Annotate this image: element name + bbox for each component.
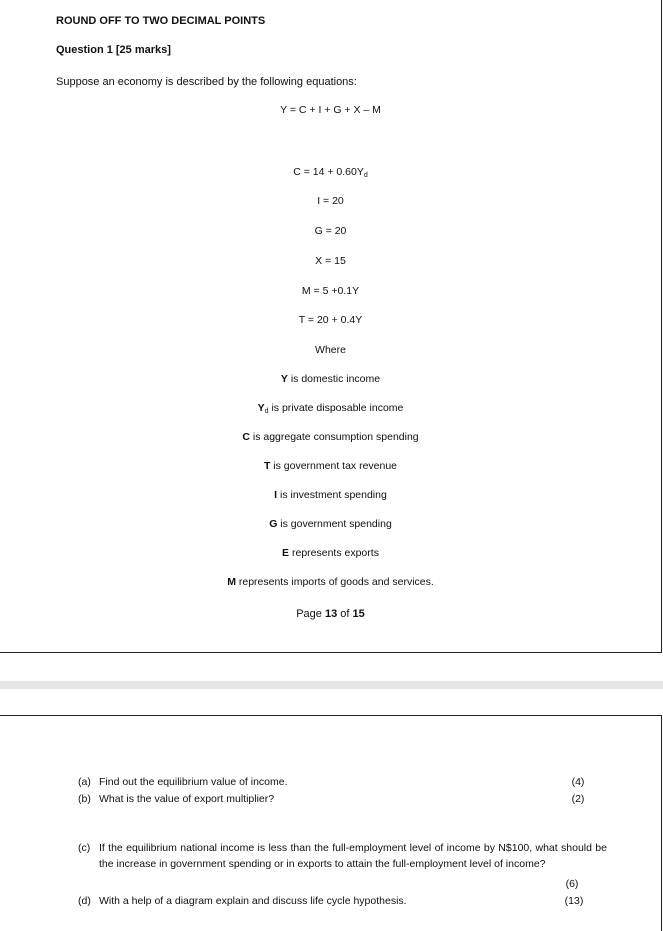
definition-t bbox=[0, 460, 661, 472]
definition-text: is aggregate consumption spending bbox=[249, 431, 419, 443]
question-label: (c) bbox=[78, 842, 91, 854]
question-label: (a) bbox=[78, 776, 91, 788]
definition-text: is government spending bbox=[277, 518, 392, 530]
definition-symbol: M bbox=[227, 576, 236, 588]
equation-i: I = 20 bbox=[317, 195, 344, 207]
question-marks: (6) bbox=[565, 878, 579, 890]
definition-symbol: T bbox=[263, 460, 271, 472]
equation-x: X = 15 bbox=[315, 255, 346, 267]
definition-y bbox=[0, 373, 661, 385]
question-text: With a help of a diagram explain and discuss life cycle hypothesis. bbox=[99, 895, 407, 907]
definition-text: is domestic income bbox=[287, 373, 381, 385]
footer-total-pages: 15 bbox=[352, 608, 365, 620]
intro-text: Suppose an economy is described by the following equations: bbox=[56, 76, 357, 88]
question-title: Question 1 [25 marks] bbox=[56, 44, 171, 56]
definition-symbol: Y bbox=[280, 373, 288, 385]
question-label: (b) bbox=[78, 793, 91, 805]
where-label: Where bbox=[315, 344, 346, 356]
footer-current-page: 13 bbox=[324, 608, 338, 620]
equation-c-subscript: d bbox=[363, 172, 368, 179]
definition-yd bbox=[0, 402, 661, 415]
footer-prefix: Page bbox=[296, 608, 325, 620]
question-label: (d) bbox=[78, 895, 91, 907]
footer-middle: of bbox=[337, 608, 353, 620]
main-equation: Y = C + I + G + X – M bbox=[280, 104, 381, 116]
question-marks: (2) bbox=[571, 793, 585, 805]
definition-i bbox=[0, 489, 661, 501]
definition-text: represents imports of goods and services. bbox=[235, 576, 434, 588]
definition-text: is government tax revenue bbox=[270, 460, 398, 472]
instruction-heading: ROUND OFF TO TWO DECIMAL POINTS bbox=[56, 15, 266, 27]
question-marks: (4) bbox=[571, 776, 585, 788]
definition-symbol: G bbox=[269, 518, 278, 530]
definition-c bbox=[0, 431, 661, 443]
definition-text: is private disposable income bbox=[268, 402, 404, 414]
question-text: If the equilibrium national income is less than the full-employment level of income by N$100, what should be the increase in government spending or in exports to attain the full-employment level of income? bbox=[99, 842, 607, 870]
definition-symbol: Y bbox=[257, 402, 265, 414]
equation-c bbox=[0, 166, 661, 179]
definition-symbol: C bbox=[242, 431, 250, 443]
question-marks: (13) bbox=[564, 895, 584, 907]
question-text: What is the value of export multiplier? bbox=[99, 793, 275, 805]
equation-m: M = 5 +0.1Y bbox=[301, 285, 360, 297]
definition-text: is investment spending bbox=[277, 489, 387, 501]
page-footer bbox=[0, 608, 661, 620]
definition-symbol: E bbox=[282, 547, 290, 559]
definition-e bbox=[0, 547, 661, 559]
definition-symbol: I bbox=[274, 489, 278, 501]
equation-c-text: C = 14 + 0.60Y bbox=[293, 166, 364, 178]
definition-g bbox=[0, 518, 661, 530]
equation-g: G = 20 bbox=[314, 225, 347, 237]
equation-t: T = 20 + 0.4Y bbox=[298, 314, 363, 326]
definition-text: represents exports bbox=[289, 547, 379, 559]
definition-subscript: d bbox=[264, 408, 269, 415]
page-separator bbox=[0, 681, 663, 689]
page-14 bbox=[0, 715, 662, 931]
question-text: Find out the equilibrium value of income. bbox=[99, 776, 288, 788]
definition-m bbox=[0, 576, 661, 588]
